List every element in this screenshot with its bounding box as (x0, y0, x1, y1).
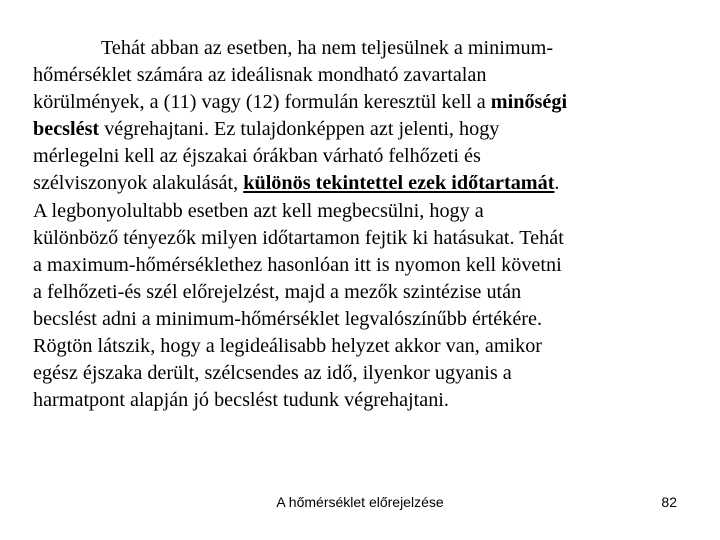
text-line (33, 225, 693, 252)
footer-title: A hőmérséklet előrejelzése (276, 494, 444, 510)
bold-term: minőségi (490, 91, 568, 114)
emphasized-phrase: különös tekintettel ezek időtartamát (243, 172, 555, 195)
bold-term: becslést (33, 118, 100, 141)
text-span: a maximum-hőmérséklethez hasonlóan itt is nyomon kell követni (33, 253, 562, 276)
text-line (33, 35, 693, 62)
text-line (33, 62, 693, 89)
text-span: mérlegelni kell az éjszakai órákban várható felhőzeti és (33, 145, 481, 168)
text-line (33, 89, 693, 116)
text-span: különböző tényezők milyen időtartamon fejtik ki hatásukat. Tehát (33, 226, 564, 249)
text-line (33, 387, 693, 414)
text-span: harmatpont alapján jó becslést tudunk végrehajtani. (33, 389, 449, 412)
text-line (33, 279, 693, 306)
text-span: egész éjszaka derült, szélcsendes az idő, ilyenkor ugyanis a (33, 362, 512, 385)
text-span: körülmények, a (11) vagy (12) formulán keresztül kell a (33, 91, 491, 114)
text-span: a felhőzeti-és szél előrejelzést, majd a mezők szintézise után (33, 280, 522, 303)
text-span: . (554, 172, 560, 195)
text-line (33, 143, 693, 170)
text-span: A legbonyolultabb esetben azt kell megbecsülni, hogy a (33, 199, 484, 222)
text-line (33, 198, 693, 225)
text-span: becslést adni a minimum-hőmérséklet legvalószínűbb értékére. (33, 307, 543, 330)
text-line (33, 170, 693, 197)
body-paragraph (33, 35, 693, 414)
text-line (33, 360, 693, 387)
text-line (33, 252, 693, 279)
text-span: végrehajtani. Ez tulajdonképpen azt jelenti, hogy (99, 118, 500, 141)
text-span: hőmérséklet számára az ideálisnak mondható zavartalan (33, 64, 487, 87)
text-line (33, 333, 693, 360)
page-number: 82 (661, 494, 677, 510)
text-span: szélviszonyok alakulását, (33, 172, 244, 195)
text-span: Rögtön látszik, hogy a legideálisabb helyzet akkor van, amikor (33, 335, 543, 358)
text-line (33, 306, 693, 333)
text-line (33, 116, 693, 143)
text-span: Tehát abban az esetben, ha nem teljesülnek a minimum- (101, 37, 554, 59)
